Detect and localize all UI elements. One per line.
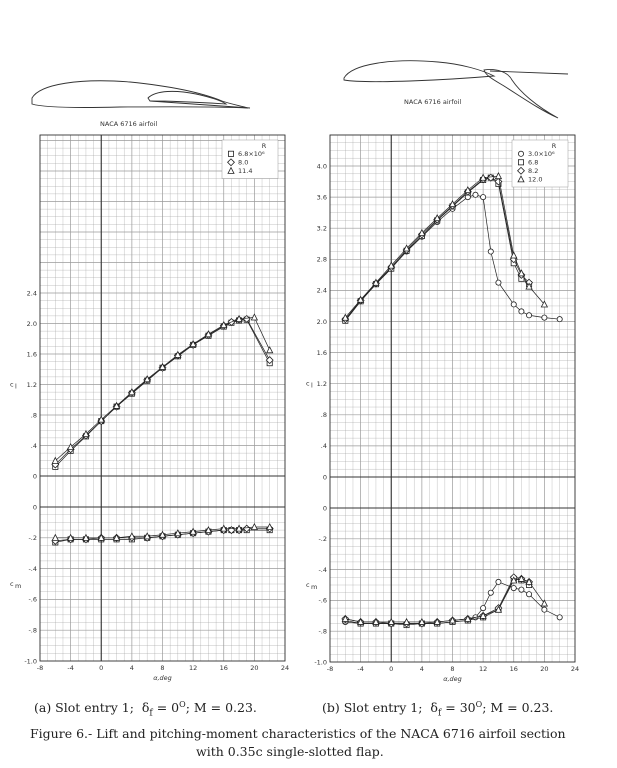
cl-tick-label: .8 — [30, 411, 37, 420]
cm-axis-label: c — [306, 581, 310, 589]
legend-entry: 3.0×10⁶ — [528, 150, 555, 158]
cm-data-point — [519, 587, 524, 592]
figure-caption-line1: Figure 6.- Lift and pitching-moment characteristics of the NACA 6716 airfoil section — [30, 726, 566, 741]
cl-tick-label: 1.2 — [26, 380, 37, 389]
x-tick-label: 16 — [219, 664, 228, 672]
cl-data-point — [542, 315, 547, 320]
x-tick-label: 12 — [188, 664, 198, 672]
cl-tick-label: 2.4 — [316, 286, 327, 295]
cm-data-point — [541, 600, 547, 606]
subcaption-b — [322, 700, 553, 719]
cl-data-point — [488, 249, 493, 254]
legend-entry: 8.2 — [528, 167, 539, 175]
cm-tick-label: 0 — [322, 504, 327, 513]
cm-data-point — [542, 607, 547, 612]
subcaption-a-flap-value: = 0 — [152, 700, 180, 716]
x-tick-label: 24 — [280, 664, 290, 672]
cm-tick-label: -1.0 — [24, 657, 37, 666]
cl-tick-label: 3.6 — [316, 193, 327, 202]
x-tick-label: 20 — [250, 664, 259, 672]
cl-data-point — [473, 192, 478, 197]
figure-caption-line2: with 0.35c single-slotted flap. — [196, 744, 384, 759]
x-tick-label: 12 — [478, 665, 488, 673]
legend-entry: 8.0 — [238, 158, 249, 167]
x-tick-label: 20 — [540, 665, 549, 673]
legend-marker — [518, 160, 523, 165]
cl-tick-label: 2.8 — [316, 255, 327, 264]
x-tick-label: 4 — [419, 665, 424, 673]
cl-tick-label: 2.0 — [316, 317, 327, 326]
airfoil-label-b: NACA 6716 airfoil — [404, 98, 462, 106]
legend-title: R — [551, 142, 557, 150]
legend-title: R — [261, 142, 267, 150]
cm-data-point — [511, 585, 516, 590]
cm-data-point — [526, 592, 531, 597]
cm-tick-label: -.4 — [318, 565, 327, 574]
x-tick-label: 4 — [129, 664, 134, 672]
legend-entry: 11.4 — [238, 167, 253, 175]
legend-entry: 12.0 — [528, 175, 543, 184]
chart-panel-b — [306, 135, 579, 683]
x-axis-label: α,deg — [153, 674, 172, 682]
x-tick-label: 8 — [160, 664, 165, 672]
cl-data-point — [251, 314, 257, 320]
subcaption-a-flap-sub: f — [149, 708, 153, 719]
cm-axis-label-sub: m — [311, 583, 318, 591]
cl-axis-label-sub: l — [311, 381, 313, 390]
cl-tick-label: 2.0 — [26, 319, 37, 328]
cl-data-point — [557, 317, 562, 322]
legend-entry: 6.8 — [528, 158, 539, 167]
cl-tick-label: .4 — [320, 442, 327, 451]
x-axis-label: α,deg — [443, 675, 462, 683]
x-tick-label: 24 — [570, 665, 580, 673]
cl-tick-label: .8 — [320, 411, 327, 420]
cm-data-point — [481, 606, 486, 611]
cl-data-point — [526, 313, 531, 318]
cm-data-point — [557, 615, 562, 620]
cl-tick-label: 3.2 — [316, 224, 327, 233]
legend-marker — [228, 151, 233, 156]
grid-0 — [40, 135, 285, 661]
airfoil-sketch-b — [344, 61, 568, 118]
cl-tick-label: 4.0 — [316, 162, 327, 171]
cm-tick-label: -.6 — [28, 595, 37, 604]
grid-1 — [330, 135, 575, 662]
x-tick-label: -8 — [36, 664, 44, 672]
subcaption-b-flap-sub: f — [437, 708, 442, 719]
subcaption-a-flap: δ — [141, 700, 150, 716]
cl-data-point — [481, 195, 486, 200]
cm-data-point — [488, 590, 493, 595]
x-tick-label: 0 — [389, 665, 394, 673]
cl-tick-label: 1.6 — [316, 348, 327, 357]
cl-data-point — [496, 280, 501, 285]
x-tick-label: 16 — [509, 665, 518, 673]
cl-axis-label-sub: l — [15, 382, 17, 391]
chart-panel-a — [10, 135, 289, 682]
cl-data-point — [68, 444, 74, 450]
subcaption-b-prefix: (b) Slot entry 1; — [322, 700, 423, 716]
subcaption-a-mach: ; M = 0.23. — [185, 700, 257, 716]
subcaption-a — [34, 700, 257, 719]
subcaption-b-mach: ; M = 0.23. — [482, 700, 554, 716]
cm-axis-label-sub: m — [15, 582, 22, 590]
x-tick-label: -4 — [357, 665, 364, 673]
cl-data-point — [511, 302, 516, 307]
airfoil-sketch-a — [32, 81, 250, 108]
subcaption-a-flap-sup: O — [179, 700, 186, 709]
cm-tick-label: -.8 — [28, 626, 37, 635]
cl-tick-label: 0 — [32, 472, 37, 481]
x-tick-label: 8 — [450, 665, 455, 673]
x-tick-label: 0 — [99, 664, 104, 672]
cl-axis-label: c — [306, 379, 310, 388]
cm-tick-label: -.4 — [28, 564, 37, 573]
airfoil-label-a: NACA 6716 airfoil — [100, 120, 158, 128]
cm-tick-label: -.6 — [318, 596, 327, 605]
cl-tick-label: 0 — [322, 473, 327, 482]
subcaption-a-prefix: (a) Slot entry 1; — [34, 700, 134, 716]
cm-tick-label: 0 — [32, 503, 37, 512]
legend-entry: 6.8×10⁶ — [238, 150, 265, 158]
x-tick-label: -4 — [67, 664, 74, 672]
cl-axis-label: c — [10, 380, 14, 389]
cm-tick-label: -.2 — [318, 535, 327, 544]
subcaption-b-flap-sup: O — [475, 700, 483, 709]
cm-data-point — [496, 579, 501, 584]
cm-tick-label: -.2 — [28, 534, 37, 543]
x-tick-label: -8 — [326, 665, 334, 673]
cl-tick-label: 1.2 — [316, 380, 327, 388]
legend-marker — [518, 151, 523, 156]
cm-tick-label: -1.0 — [314, 658, 327, 667]
cl-data-point — [519, 309, 524, 314]
cm-tick-label: -.8 — [318, 627, 327, 636]
cl-tick-label: 2.4 — [26, 289, 37, 298]
cl-tick-label: .4 — [30, 441, 37, 450]
subcaption-b-flap: δ — [430, 700, 438, 716]
subcaption-b-flap-value: = 30 — [441, 700, 476, 716]
legend — [512, 140, 568, 187]
cl-data-point — [267, 347, 273, 353]
cm-axis-label: c — [10, 580, 14, 588]
cl-tick-label: 1.6 — [26, 350, 37, 359]
legend — [222, 140, 278, 179]
